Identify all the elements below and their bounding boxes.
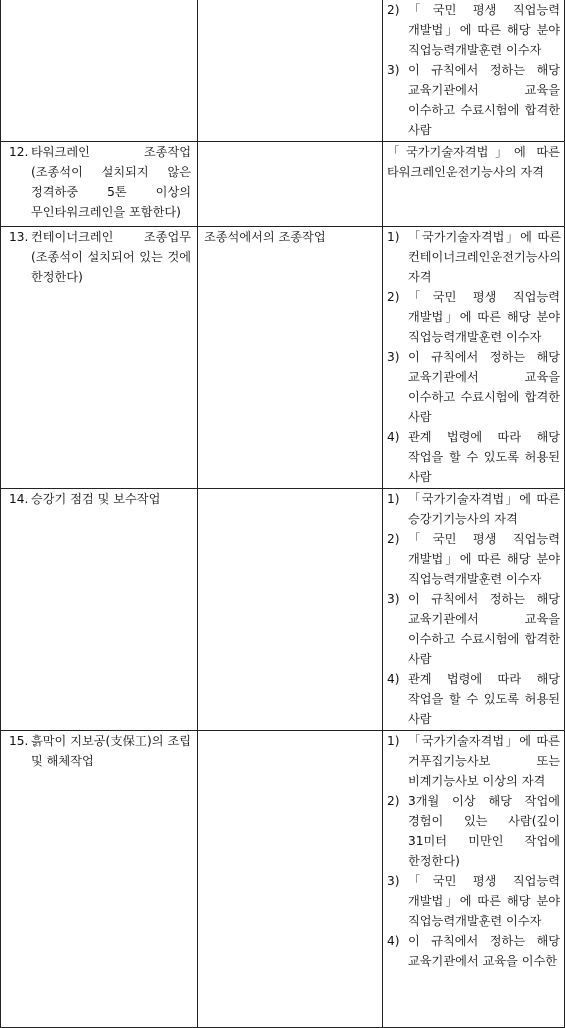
qualification-number: 2) (387, 794, 400, 808)
qualification-number: 4) (387, 430, 400, 444)
qualification-item (387, 791, 560, 871)
qualification-item (387, 60, 560, 140)
task-text: 흙막이 지보공(支保工)의 조립 및 해체작업 (31, 734, 191, 768)
qualification-text: 이 규칙에서 정하는 해당 교육기관에서 교육을 이수하고 수료시험에 합격한 사람 (408, 350, 560, 424)
qualification-number: 4) (387, 934, 400, 948)
qualification-item (387, 287, 560, 347)
qualification-text: 관계 법령에 따라 해당 작업을 할 수 있도록 허용된 사람 (408, 672, 560, 726)
task-text: 승강기 점검 및 보수작업 (31, 492, 161, 506)
table-row (1, 0, 565, 142)
qualification-text: 「국가기술자격법」에 따른 승강기기능사의 자격 (408, 492, 560, 526)
qualification-text: 「국민 평생 직업능력 개발법」에 따른 해당 분야 직업능력개발훈련 이수자 (408, 290, 560, 344)
qualification-cell (383, 227, 565, 489)
qualification-number: 3) (387, 874, 400, 888)
task-number: 12. (9, 145, 29, 159)
qualification-text: 이 규칙에서 정하는 해당 교육기관에서 교육을 이수하고 수료시험에 합격한 사람 (408, 592, 560, 666)
task-cell (1, 489, 198, 731)
qualification-number: 1) (387, 230, 400, 244)
task-number: 15. (9, 734, 29, 748)
qualification-item (387, 669, 560, 729)
qualification-number: 3) (387, 592, 400, 606)
table-body (1, 0, 565, 1028)
qualification-text: 「국가기술자격법」에 따른 타워크레인운전기능사의 자격 (387, 145, 560, 179)
task-text: 타워크레인 조종작업(조종석이 설치되지 않은 정격하중 5톤 이상의 무인타워크레인을 포함한다) (31, 145, 191, 219)
qualification-text: 「국민 평생 직업능력 개발법」에 따른 해당 분야 직업능력개발훈련 이수자 (408, 532, 560, 586)
qualification-text: 「국가기술자격법」에 따른 컨테이너크레인운전기능사의 자격 (408, 230, 562, 284)
task-item (9, 142, 191, 222)
qualification-cell (383, 731, 565, 1028)
table-row (1, 227, 565, 489)
task-item (9, 489, 191, 509)
task-text: 컨테이너크레인 조종업무(조종석이 설치되어 있는 것에 한정한다) (31, 230, 191, 284)
detail-text: 조종석에서의 조종작업 (204, 230, 326, 244)
detail-cell (198, 0, 383, 142)
table-row (1, 489, 565, 731)
qualification-number: 3) (387, 63, 400, 77)
qualification-text: 이 규칙에서 정하는 해당 교육기관에서 교육을 이수하고 수료시험에 합격한 사람 (408, 63, 560, 137)
task-item (9, 731, 191, 771)
qualification-item (387, 529, 560, 589)
task-number: 13. (9, 230, 29, 244)
qualification-item (387, 347, 560, 427)
qualification-text: 「국민 평생 직업능력 개발법」에 따른 해당 분야 직업능력개발훈련 이수자 (408, 874, 560, 928)
qualification-cell (383, 0, 565, 142)
task-cell (1, 142, 198, 227)
detail-cell (198, 489, 383, 731)
qualification-number: 3) (387, 350, 400, 364)
qualification-number: 1) (387, 492, 400, 506)
qualification-text: 「국민 평생 직업능력 개발법」에 따른 해당 분야 직업능력개발훈련 이수자 (408, 3, 560, 57)
task-cell (1, 0, 198, 142)
qualification-item (387, 589, 560, 669)
qualification-item (387, 731, 560, 791)
detail-cell (198, 731, 383, 1028)
qualification-number: 1) (387, 734, 400, 748)
qualification-cell (383, 489, 565, 731)
task-number: 14. (9, 492, 29, 506)
qualification-number: 2) (387, 532, 400, 546)
qualification-item (387, 227, 560, 287)
table-row (1, 142, 565, 227)
task-item (9, 227, 191, 287)
task-cell (1, 227, 198, 489)
task-cell (1, 731, 198, 1028)
qualification-number: 2) (387, 290, 400, 304)
qualification-text: 관계 법령에 따라 해당 작업을 할 수 있도록 허용된 사람 (408, 430, 560, 484)
detail-cell (198, 142, 383, 227)
qualification-cell (383, 142, 565, 227)
qualification-number: 2) (387, 3, 400, 17)
qualification-text: 「국가기술자격법」에 따른 거푸집기능사보 또는 비계기능사보 이상의 자격 (408, 734, 560, 788)
qualification-number: 4) (387, 672, 400, 686)
qualification-item (387, 931, 560, 971)
qualification-item (387, 427, 560, 487)
qualification-item (387, 489, 560, 529)
table-row (1, 731, 565, 1028)
qualification-text: 이 규칙에서 정하는 해당 교육기관에서 교육을 이수한 (408, 934, 560, 968)
detail-cell (198, 227, 383, 489)
qualification-item (387, 871, 560, 931)
qualification-text: 3개월 이상 해당 작업에 경험이 있는 사람(깊이 31미터 미만인 작업에 한정한다) (408, 794, 560, 868)
qualification-item (387, 0, 560, 60)
